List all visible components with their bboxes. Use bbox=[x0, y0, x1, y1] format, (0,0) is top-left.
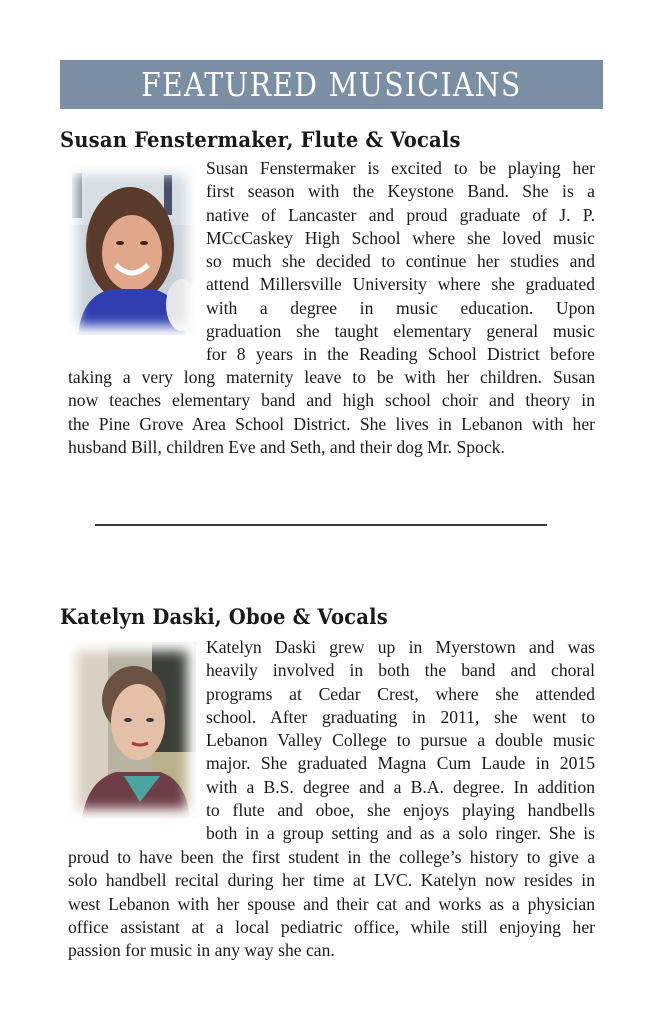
featured-musicians-banner bbox=[60, 60, 603, 109]
bio-line: the Pine Grove Area School District. She lives in Lebanon with her bbox=[68, 413, 595, 434]
bio-line: Susan Fenstermaker is excited to be playing her bbox=[206, 158, 595, 178]
portrait-photo-katelyn bbox=[68, 642, 196, 818]
bio-line: MCcCaskey High School where she loved music bbox=[206, 227, 595, 248]
bio-line: husband Bill, children Eve and Seth, and their dog Mr. Spock. bbox=[68, 436, 505, 457]
bio-line: office assistant at a local pediatric office, while still enjoying her bbox=[68, 916, 595, 937]
bio-line: heavily involved in both the band and choral bbox=[206, 660, 595, 681]
bio-line: to flute and oboe, she enjoys playing handbells bbox=[206, 800, 595, 821]
bio-line: major. She graduated Magna Cum Laude in 2015 bbox=[206, 753, 595, 774]
musician-bio-susan-wrapped bbox=[206, 157, 595, 367]
musician-bio-katelyn-full bbox=[68, 846, 595, 962]
page-title: FEATURED MUSICIANS bbox=[141, 65, 522, 104]
bio-line: with a degree in music education. Upon bbox=[206, 297, 595, 318]
bio-line: first season with the Keystone Band. She is a bbox=[206, 181, 595, 202]
musician-heading-susan: Susan Fenstermaker, Flute & Vocals bbox=[60, 127, 461, 152]
bio-line: attend Millersville University where she graduated bbox=[206, 274, 595, 295]
bio-line: for 8 years in the Reading School District before bbox=[206, 344, 595, 365]
bio-line: passion for music in any way she can. bbox=[68, 940, 335, 961]
bio-line: Lebanon Valley College to pursue a double music bbox=[206, 730, 595, 751]
bio-line: both in a group setting and as a solo ringer. She is bbox=[206, 823, 595, 844]
section-divider bbox=[95, 524, 547, 526]
musician-bio-susan-full bbox=[68, 366, 595, 459]
bio-line: school. After graduating in 2011, she went to bbox=[206, 706, 595, 727]
bio-line: Katelyn Daski grew up in Myerstown and was bbox=[206, 637, 595, 657]
bio-line: so much she decided to continue her studies and bbox=[206, 251, 595, 272]
portrait-photo-susan bbox=[68, 165, 196, 335]
bio-line: solo handbell recital during her time at LVC. Katelyn now resides in bbox=[68, 870, 595, 891]
musician-heading-katelyn: Katelyn Daski, Oboe & Vocals bbox=[60, 604, 388, 629]
bio-line: west Lebanon with her spouse and their cat and works as a physician bbox=[68, 893, 595, 914]
bio-line: proud to have been the first student in the college’s history to give a bbox=[68, 847, 595, 867]
bio-line: with a B.S. degree and a B.A. degree. In addition bbox=[206, 776, 595, 797]
bio-line: native of Lancaster and proud graduate of J. P. bbox=[206, 204, 595, 225]
bio-line: taking a very long maternity leave to be with her children. Susan bbox=[68, 367, 595, 387]
bio-line: programs at Cedar Crest, where she attended bbox=[206, 683, 595, 704]
bio-line: now teaches elementary band and high school choir and theory in bbox=[68, 390, 595, 411]
musician-bio-katelyn-wrapped bbox=[206, 636, 595, 846]
bio-line: graduation she taught elementary general music bbox=[206, 321, 595, 342]
